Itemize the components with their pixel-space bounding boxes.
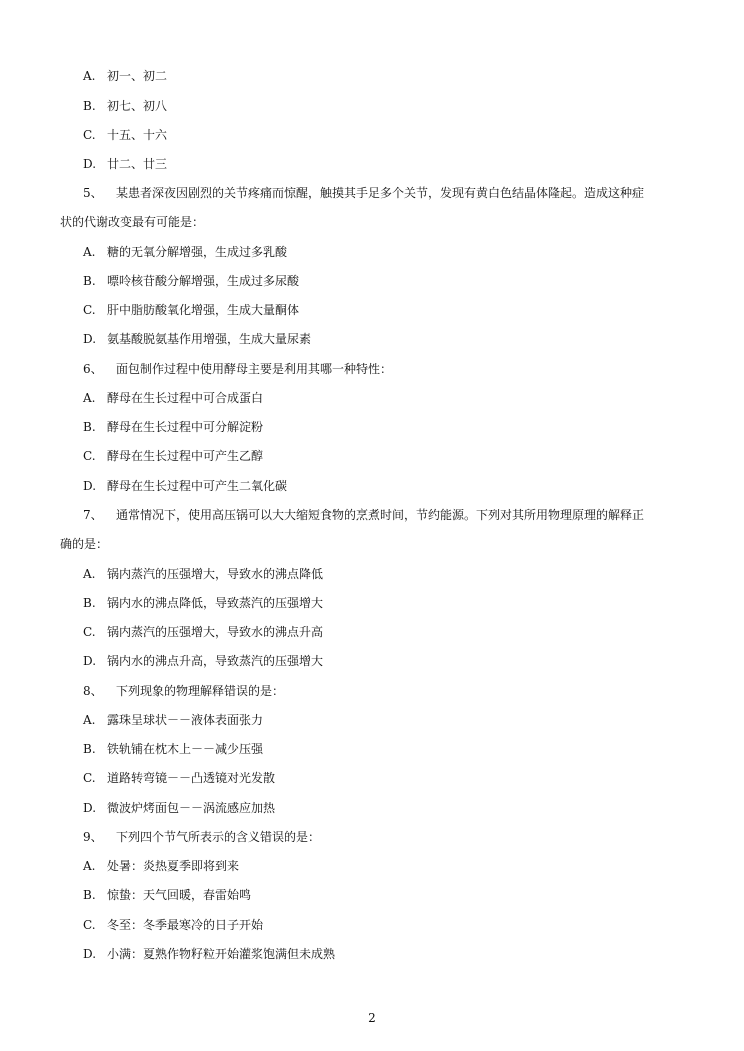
question-9-stem xyxy=(83,829,320,845)
option-q5-b xyxy=(83,273,299,289)
option-label: C. xyxy=(83,771,96,785)
option-text: 锅内水的沸点升高，导致蒸汽的压强增大 xyxy=(107,654,324,668)
question-number: 7、 xyxy=(83,508,103,522)
option-label: B. xyxy=(83,274,96,288)
option-q8-b xyxy=(83,741,263,757)
option-label: A. xyxy=(83,567,96,581)
question-number: 8、 xyxy=(83,684,103,698)
option-text: 露珠呈球状－－液体表面张力 xyxy=(107,713,264,727)
option-label: C. xyxy=(83,449,96,463)
option-q4-d xyxy=(83,156,167,172)
option-q9-a xyxy=(83,858,239,874)
option-text: 道路转弯镜－－凸透镜对光发散 xyxy=(107,771,276,785)
option-label: B. xyxy=(83,888,96,902)
option-q6-c xyxy=(83,448,263,464)
option-q5-a xyxy=(83,244,287,260)
option-label: A. xyxy=(83,713,96,727)
option-text: 糖的无氧分解增强，生成过多乳酸 xyxy=(107,245,288,259)
question-stem-text: 确的是： xyxy=(60,537,109,551)
question-stem-text: 下列四个节气所表示的含义错误的是： xyxy=(116,830,321,844)
question-stem-text: 通常情况下，使用高压锅可以大大缩短食物的烹煮时间，节约能源。下列对其所用物理原理的解释正 xyxy=(116,508,645,522)
option-text: 酵母在生长过程中可合成蛋白 xyxy=(107,391,264,405)
option-q8-d xyxy=(83,800,275,816)
option-text: 锅内蒸汽的压强增大，导致水的沸点降低 xyxy=(107,567,324,581)
question-6-stem xyxy=(83,361,392,377)
option-label: B. xyxy=(83,99,96,113)
option-text: 小满：夏熟作物籽粒开始灌浆饱满但未成熟 xyxy=(107,947,336,961)
option-text: 锅内蒸汽的压强增大，导致水的沸点升高 xyxy=(107,625,324,639)
option-label: C. xyxy=(83,918,96,932)
option-text: 十五、十六 xyxy=(107,128,168,142)
option-q4-a xyxy=(83,68,167,84)
option-label: B. xyxy=(83,420,96,434)
option-label: A. xyxy=(83,69,96,83)
option-label: A. xyxy=(83,391,96,405)
option-q5-d xyxy=(83,331,311,347)
option-text: 酵母在生长过程中可产生乙醇 xyxy=(107,449,264,463)
option-text: 嘌呤核苷酸分解增强，生成过多尿酸 xyxy=(107,274,300,288)
option-label: D. xyxy=(83,157,97,171)
option-q6-a xyxy=(83,390,263,406)
option-text: 肝中脂肪酸氧化增强，生成大量酮体 xyxy=(107,303,300,317)
option-label: D. xyxy=(83,947,97,961)
question-number: 6、 xyxy=(83,362,103,376)
option-label: D. xyxy=(83,479,97,493)
option-label: B. xyxy=(83,742,96,756)
option-text: 微波炉烤面包－－涡流感应加热 xyxy=(107,801,276,815)
option-label: D. xyxy=(83,801,97,815)
option-q5-c xyxy=(83,302,299,318)
option-label: D. xyxy=(83,332,97,346)
option-text: 初一、初二 xyxy=(107,69,168,83)
question-stem-text: 面包制作过程中使用酵母主要是利用其哪一种特性： xyxy=(116,362,393,376)
option-q8-c xyxy=(83,770,275,786)
option-q6-b xyxy=(83,419,263,435)
option-label: A. xyxy=(83,245,96,259)
option-q9-d xyxy=(83,946,335,962)
question-stem-text: 状的代谢改变最有可能是： xyxy=(60,215,205,229)
question-7-stem xyxy=(83,507,644,523)
option-text: 初七、初八 xyxy=(107,99,168,113)
option-text: 酵母在生长过程中可产生二氧化碳 xyxy=(107,479,288,493)
option-label: C. xyxy=(83,128,96,142)
option-text: 惊蛰：天气回暖，春雷始鸣 xyxy=(107,888,252,902)
option-q9-b xyxy=(83,887,251,903)
question-stem-text: 下列现象的物理解释错误的是： xyxy=(116,684,285,698)
option-q4-c xyxy=(83,127,167,143)
option-q7-a xyxy=(83,566,323,582)
option-text: 铁轨铺在枕木上－－减少压强 xyxy=(107,742,264,756)
option-text: 冬至：冬季最寒冷的日子开始 xyxy=(107,918,264,932)
question-number: 5、 xyxy=(83,186,103,200)
option-q4-b xyxy=(83,98,167,114)
option-text: 锅内水的沸点降低，导致蒸汽的压强增大 xyxy=(107,596,324,610)
option-label: C. xyxy=(83,303,96,317)
question-5-stem xyxy=(83,185,644,201)
question-number: 9、 xyxy=(83,830,103,844)
page-number: 2 xyxy=(368,1011,376,1025)
option-q8-a xyxy=(83,712,263,728)
option-q7-d xyxy=(83,653,323,669)
question-stem-text: 某患者深夜因剧烈的关节疼痛而惊醒，触摸其手足多个关节，发现有黄白色结晶体隆起。造成这种症 xyxy=(116,186,645,200)
option-q7-c xyxy=(83,624,323,640)
option-q9-c xyxy=(83,917,263,933)
option-label: C. xyxy=(83,625,96,639)
option-label: A. xyxy=(83,859,96,873)
question-5-stem-continued xyxy=(60,214,204,230)
option-label: B. xyxy=(83,596,96,610)
question-7-stem-continued xyxy=(60,536,108,552)
option-q7-b xyxy=(83,595,323,611)
option-text: 氨基酸脱氨基作用增强，生成大量尿素 xyxy=(107,332,312,346)
option-text: 廿二、廿三 xyxy=(107,157,168,171)
question-8-stem xyxy=(83,683,284,699)
option-text: 处暑：炎热夏季即将到来 xyxy=(107,859,240,873)
option-text: 酵母在生长过程中可分解淀粉 xyxy=(107,420,264,434)
option-q6-d xyxy=(83,478,287,494)
option-label: D. xyxy=(83,654,97,668)
